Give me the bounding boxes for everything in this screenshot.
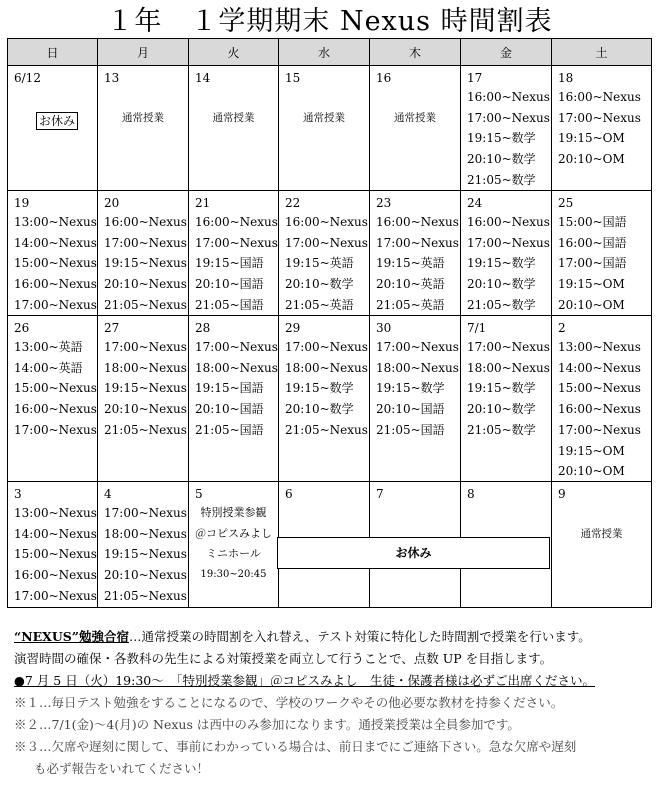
schedule-entry: 16:00~Nexus bbox=[195, 215, 278, 229]
schedule-entry: 16:00~Nexus bbox=[376, 215, 459, 229]
schedule-entry: 20:10~数学 bbox=[467, 152, 536, 167]
regular-class-note: 通常授業 bbox=[394, 112, 436, 124]
day-number: 2 bbox=[558, 321, 566, 335]
schedule-entry: 19:15~国語 bbox=[195, 256, 264, 271]
schedule-entry: 20:10~OM bbox=[558, 297, 625, 312]
schedule-entry: 17:00~Nexus bbox=[14, 588, 97, 603]
schedule-entry: 17:00~Nexus bbox=[467, 110, 550, 125]
weekday-header: 木 bbox=[370, 39, 461, 66]
schedule-entry: 17:00~Nexus bbox=[467, 340, 550, 354]
note-3-cont: も必ず報告をいれてください！ bbox=[34, 761, 210, 776]
timetable bbox=[7, 38, 652, 608]
day-number: 24 bbox=[467, 196, 483, 210]
week-row bbox=[8, 191, 652, 316]
weekday-header: 水 bbox=[279, 39, 370, 66]
day-cell bbox=[8, 191, 98, 316]
schedule-entry: 21:05~英語 bbox=[285, 297, 354, 312]
schedule-entry: 18:00~Nexus bbox=[467, 360, 550, 375]
day-number: 13 bbox=[104, 71, 120, 85]
schedule-entry: 21:05~国語 bbox=[195, 422, 264, 437]
schedule-entry: 21:05~Nexus bbox=[104, 588, 187, 603]
schedule-entry: 19:15~OM bbox=[558, 277, 625, 292]
weekday-header: 月 bbox=[98, 39, 189, 66]
day-cell bbox=[98, 191, 189, 316]
schedule-entry: 17:00~国語 bbox=[558, 256, 627, 271]
day-number: 18 bbox=[558, 71, 574, 85]
schedule-entry: 21:05~数学 bbox=[467, 297, 536, 312]
schedule-entry: 14:00~Nexus bbox=[14, 235, 97, 250]
schedule-entry: 15:00~Nexus bbox=[14, 547, 97, 562]
day-cell bbox=[279, 191, 370, 316]
special-event-line: ＠コピスみよし bbox=[195, 526, 272, 540]
schedule-entry: 21:05~国語 bbox=[376, 422, 445, 437]
schedule-entry: 17:00~Nexus bbox=[376, 235, 459, 250]
schedule-entry: 19:15~Nexus bbox=[104, 256, 187, 271]
day-number: 16 bbox=[376, 71, 392, 85]
schedule-entry: 16:00~Nexus bbox=[558, 402, 641, 417]
schedule-entry: 21:05~Nexus bbox=[104, 297, 187, 312]
day-number: 8 bbox=[467, 487, 475, 501]
schedule-entry: 18:00~Nexus bbox=[104, 360, 187, 375]
schedule-entry: 16:00~Nexus bbox=[285, 215, 368, 229]
schedule-entry: 13:00~Nexus bbox=[558, 340, 641, 354]
day-number: 9 bbox=[558, 487, 566, 501]
schedule-entry: 18:00~Nexus bbox=[285, 360, 368, 375]
schedule-entry: 17:00~Nexus bbox=[285, 340, 368, 354]
schedule-entry: 20:10~英語 bbox=[376, 277, 445, 292]
schedule-entry: 20:10~OM bbox=[558, 152, 625, 167]
day-cell bbox=[279, 316, 370, 482]
schedule-entry: 14:00~Nexus bbox=[14, 526, 97, 541]
schedule-entry: 20:10~国語 bbox=[195, 402, 264, 417]
day-cell bbox=[461, 316, 552, 482]
schedule-entry: 19:15~OM bbox=[558, 131, 625, 146]
schedule-entry: 13:00~英語 bbox=[14, 340, 83, 354]
schedule-entry: 13:00~Nexus bbox=[14, 506, 97, 520]
schedule-entry: 20:10~数学 bbox=[467, 277, 536, 292]
day-number: 14 bbox=[195, 71, 211, 85]
schedule-entry: 13:00~Nexus bbox=[14, 215, 97, 229]
schedule-entry: 19:15~国語 bbox=[195, 381, 264, 396]
schedule-entry: 16:00~Nexus bbox=[14, 402, 97, 417]
schedule-entry: 21:05~Nexus bbox=[104, 422, 187, 437]
schedule-entry: 19:15~OM bbox=[558, 443, 625, 458]
schedule-entry: 19:15~Nexus bbox=[104, 381, 187, 396]
schedule-entry: 17:00~Nexus bbox=[104, 506, 187, 520]
day-number: 21 bbox=[195, 196, 211, 210]
schedule-entry: 20:10~Nexus bbox=[104, 277, 187, 292]
schedule-entry: 15:00~Nexus bbox=[14, 256, 97, 271]
schedule-entry: 15:00~Nexus bbox=[14, 381, 97, 396]
regular-class-note: 通常授業 bbox=[303, 112, 345, 124]
note-line-2: 演習時間の確保・各教科の先生による対策授業を両立して行うことで、点数 UP を目指します。 bbox=[14, 651, 553, 666]
schedule-entry: 17:00~Nexus bbox=[14, 297, 97, 312]
schedule-entry: 16:00~Nexus bbox=[467, 215, 550, 229]
event-line: ●7 月 5 日（火）19:30～ 「特別授業参観」＠コピスみよし 生徒・保護者様は必ずご出席ください。 bbox=[14, 673, 596, 688]
week-row bbox=[8, 316, 652, 482]
day-number: 29 bbox=[285, 321, 301, 335]
schedule-entry: 20:10~Nexus bbox=[104, 568, 187, 583]
special-event-line: 特別授業参観 bbox=[200, 506, 267, 519]
day-number: 4 bbox=[104, 487, 112, 501]
schedule-entry: 16:00~Nexus bbox=[104, 215, 187, 229]
schedule-entry: 16:00~Nexus bbox=[467, 90, 550, 104]
day-number: 26 bbox=[14, 321, 30, 335]
weekday-header: 金 bbox=[461, 39, 552, 66]
day-cell bbox=[370, 66, 461, 191]
schedule-entry: 16:00~Nexus bbox=[14, 568, 97, 583]
note-2: ※２…7/1(金)～4(月)の Nexus は西中のみ参加になります。通授業授業は全員参加です。 bbox=[14, 717, 520, 732]
camp-text: …通常授業の時間割を入れ替え、テスト対策に特化した時間割で授業を行います。 bbox=[128, 629, 591, 644]
day-number: 19 bbox=[14, 196, 30, 210]
day-cell bbox=[279, 66, 370, 191]
schedule-entry: 17:00~Nexus bbox=[376, 340, 459, 354]
day-cell bbox=[98, 316, 189, 482]
schedule-entry: 21:05~数学 bbox=[467, 172, 536, 187]
special-event-line: 19:30~20:45 bbox=[200, 568, 267, 580]
schedule-entry: 16:00~Nexus bbox=[558, 90, 641, 104]
schedule-entry: 21:05~数学 bbox=[467, 422, 536, 437]
day-number: 23 bbox=[376, 196, 392, 210]
weekday-header: 火 bbox=[189, 39, 279, 66]
schedule-entry: 20:10~国語 bbox=[376, 402, 445, 417]
day-cell bbox=[98, 66, 189, 191]
week-row bbox=[8, 66, 652, 191]
schedule-entry: 19:15~Nexus bbox=[104, 547, 187, 562]
weekday-header: 日 bbox=[8, 39, 98, 66]
day-cell bbox=[8, 482, 98, 608]
special-event-line: ミニホール bbox=[206, 547, 261, 560]
regular-class-note: 通常授業 bbox=[122, 112, 164, 124]
day-cell bbox=[189, 316, 279, 482]
schedule-entry: 21:05~英語 bbox=[376, 297, 445, 312]
day-number: 22 bbox=[285, 196, 301, 210]
schedule-entry: 15:00~国語 bbox=[558, 215, 627, 229]
schedule-entry: 19:15~数学 bbox=[467, 381, 536, 396]
day-cell bbox=[370, 191, 461, 316]
day-number: 5 bbox=[195, 487, 203, 501]
regular-class-note: 通常授業 bbox=[580, 528, 623, 540]
regular-class-note: 通常授業 bbox=[212, 112, 255, 124]
schedule-entry: 21:05~国語 bbox=[195, 297, 264, 312]
day-number: 15 bbox=[285, 71, 301, 85]
camp-line bbox=[14, 626, 650, 648]
day-cell bbox=[461, 66, 552, 191]
day-number: 3 bbox=[14, 487, 22, 501]
schedule-entry: 17:00~Nexus bbox=[558, 110, 641, 125]
schedule-entry: 15:00~Nexus bbox=[558, 381, 641, 396]
day-number: 28 bbox=[195, 321, 211, 335]
schedule-entry: 17:00~Nexus bbox=[195, 235, 278, 250]
day-cell bbox=[8, 66, 98, 191]
schedule-entry: 17:00~Nexus bbox=[467, 235, 550, 250]
schedule-entry: 17:00~Nexus bbox=[104, 235, 187, 250]
day-cell bbox=[98, 482, 189, 608]
day-number: 27 bbox=[104, 321, 120, 335]
holiday-label: お休み bbox=[36, 112, 78, 130]
day-cell bbox=[8, 316, 98, 482]
weekday-header-row bbox=[8, 39, 652, 66]
day-number: 6/12 bbox=[14, 71, 41, 85]
day-number: 6 bbox=[285, 487, 293, 501]
day-cell bbox=[189, 482, 279, 608]
day-cell bbox=[552, 316, 652, 482]
schedule-entry: 17:00~Nexus bbox=[285, 235, 368, 250]
schedule-entry: 14:00~英語 bbox=[14, 360, 83, 375]
weekday-header: 土 bbox=[552, 39, 652, 66]
notes-section bbox=[14, 626, 650, 780]
schedule-entry: 17:00~Nexus bbox=[14, 422, 97, 437]
holiday-band: お休み bbox=[277, 537, 550, 569]
schedule-entry: 20:10~数学 bbox=[285, 277, 354, 292]
schedule-entry: 19:15~数学 bbox=[376, 381, 445, 396]
schedule-entry: 20:10~国語 bbox=[195, 277, 264, 292]
schedule-entry: 17:00~Nexus bbox=[195, 340, 278, 354]
day-cell bbox=[189, 191, 279, 316]
day-cell bbox=[552, 191, 652, 316]
day-number: 7/1 bbox=[467, 321, 487, 335]
schedule-entry: 18:00~Nexus bbox=[104, 526, 187, 541]
schedule-entry: 17:00~Nexus bbox=[104, 340, 187, 354]
day-number: 20 bbox=[104, 196, 120, 210]
schedule-entry: 19:15~数学 bbox=[285, 381, 354, 396]
schedule-entry: 20:10~数学 bbox=[285, 402, 354, 417]
day-cell bbox=[461, 191, 552, 316]
schedule-entry: 17:00~Nexus bbox=[558, 422, 641, 437]
schedule-entry: 20:10~Nexus bbox=[104, 402, 187, 417]
schedule-entry: 19:15~数学 bbox=[467, 131, 536, 146]
schedule-entry: 14:00~Nexus bbox=[558, 360, 641, 375]
day-cell bbox=[552, 482, 652, 608]
schedule-entry: 19:15~英語 bbox=[285, 256, 354, 271]
page-title: １年 １学期期末 Nexus 時間割表 bbox=[106, 6, 553, 37]
camp-label: “NEXUS”勉強合宿 bbox=[14, 629, 129, 644]
special-event bbox=[189, 503, 278, 585]
day-number: 30 bbox=[376, 321, 392, 335]
schedule-entry: 16:00~Nexus bbox=[14, 277, 97, 292]
day-cell bbox=[189, 66, 279, 191]
schedule-entry: 18:00~Nexus bbox=[195, 360, 278, 375]
schedule-entry: 16:00~国語 bbox=[558, 235, 627, 250]
day-number: 17 bbox=[467, 71, 483, 85]
schedule-entry: 18:00~Nexus bbox=[376, 360, 459, 375]
schedule-entry: 19:15~数学 bbox=[467, 256, 536, 271]
day-number: 25 bbox=[558, 196, 574, 210]
schedule-entry: 20:10~OM bbox=[558, 464, 625, 479]
note-3: ※３…欠席や遅刻に関して、事前にわかっている場合は、前日までにご連絡下さい。急な欠席や遅刻 bbox=[14, 739, 577, 754]
schedule-entry: 21:05~Nexus bbox=[285, 422, 368, 437]
day-cell bbox=[370, 316, 461, 482]
schedule-entry: 20:10~数学 bbox=[467, 402, 536, 417]
day-cell bbox=[552, 66, 652, 191]
day-number: 7 bbox=[376, 487, 384, 501]
schedule-entry: 19:15~英語 bbox=[376, 256, 445, 271]
note-1: ※１…毎日テスト勉強をすることになるので、学校のワークやその他必要な教材を持参ください。 bbox=[14, 695, 564, 710]
